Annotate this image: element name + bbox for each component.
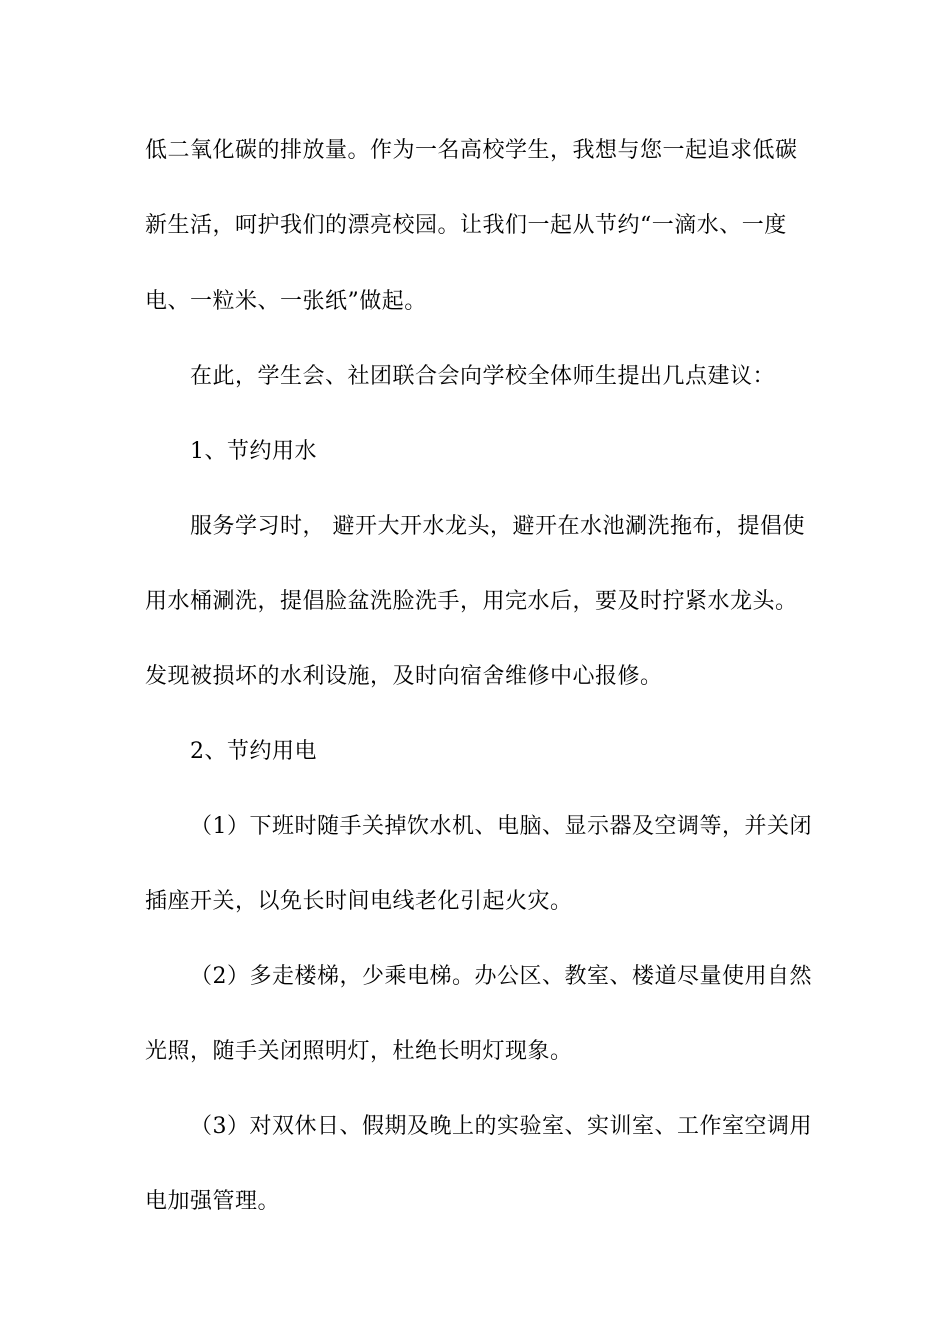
text-line: 用水桶涮洗，提倡脸盆洗脸洗手，用完水后，要及时拧紧水龙头。 <box>145 589 798 614</box>
text-line: 电、一粒米、一张纸”做起。 <box>145 289 427 314</box>
text-line: 新生活，呵护我们的漂亮校园。让我们一起从节约“一滴水、一度 <box>145 213 787 238</box>
text-line: 插座开关，以免长时间电线老化引起火灾。 <box>145 889 573 914</box>
text-line: （1）下班时随手关掉饮水机、电脑、显示器及空调等，并关闭 <box>190 814 812 839</box>
text-line: 在此，学生会、社团联合会向学校全体师生提出几点建议： <box>190 364 776 389</box>
text-line: 低二氧化碳的排放量。作为一名高校学生，我想与您一起追求低碳 <box>145 138 798 163</box>
section-heading: 1、节约用水 <box>190 439 317 464</box>
text-line: 服务学习时， 避开大开水龙头，避开在水池涮洗拖布，提倡使 <box>190 514 805 539</box>
text-line: （2）多走楼梯，少乘电梯。办公区、教室、楼道尽量使用自然 <box>190 964 812 989</box>
text-line: 发现被损坏的水利设施，及时向宿舍维修中心报修。 <box>145 664 663 689</box>
text-line: 电加强管理。 <box>145 1189 281 1214</box>
text-line: 光照，随手关闭照明灯，杜绝长明灯现象。 <box>145 1039 573 1064</box>
text-line: （3）对双休日、假期及晚上的实验室、实训室、工作室空调用 <box>190 1114 812 1139</box>
section-heading: 2、节约用电 <box>190 739 317 764</box>
